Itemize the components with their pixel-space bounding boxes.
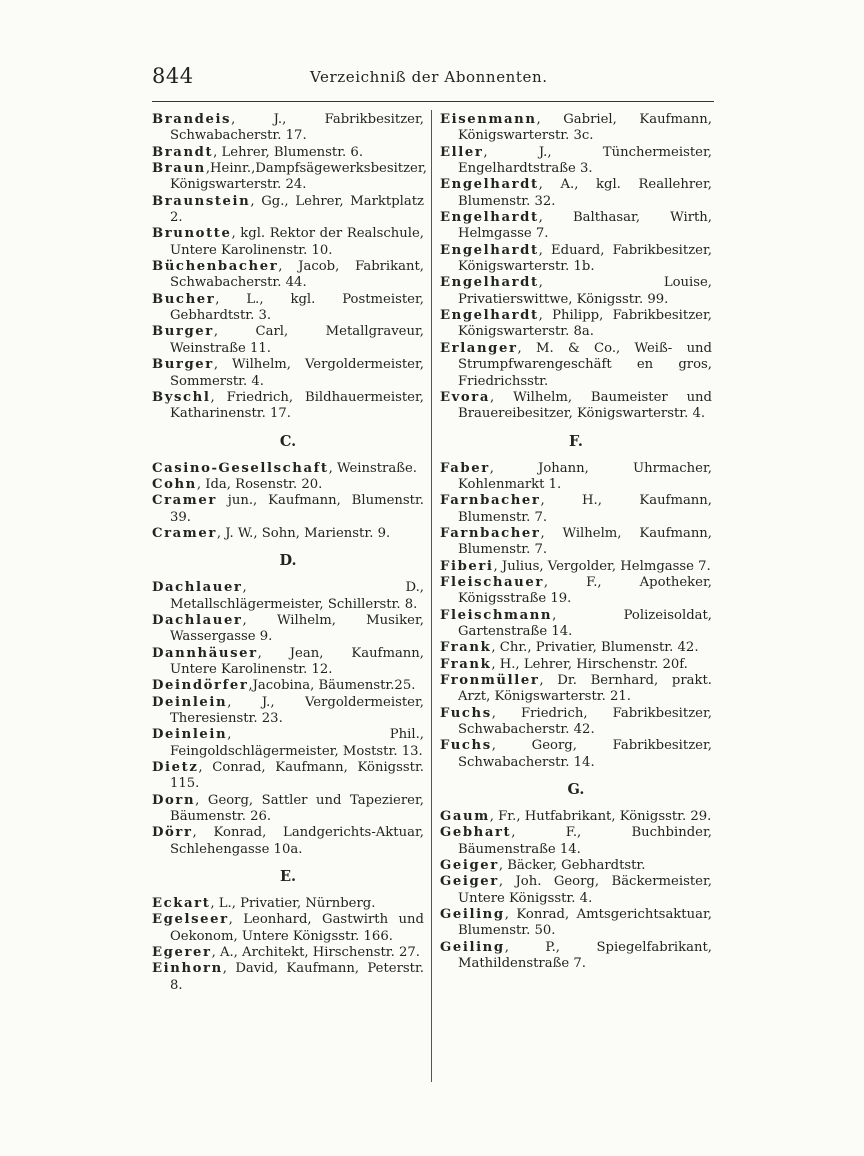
directory-entry	[152, 760, 424, 793]
entry-details: , M. & Co., Weiß- und Strumpfwarengeschäft en gros, Friedrichsstr.	[458, 340, 712, 389]
directory-entry	[440, 706, 712, 739]
entry-details: , Konrad, Landgerichts-Aktuar, Schlehengasse 10a.	[170, 825, 424, 857]
entry-details: , F., Buchbinder, Bäumenstraße 14.	[458, 825, 712, 857]
entry-details: , D., Metallschlägermeister, Schillerstr. 8.	[170, 580, 424, 612]
directory-entry	[440, 390, 712, 423]
section-heading-c: C.	[279, 432, 297, 450]
entry-surname: Dachlauer	[152, 612, 243, 628]
group-b	[152, 112, 427, 423]
section-heading-g: G.	[567, 781, 585, 799]
entry-details: , F., Apotheker, Königsstraße 19.	[458, 574, 712, 607]
entry-surname: Fleischmann	[440, 607, 553, 623]
group-d	[152, 580, 424, 858]
directory-entry	[152, 613, 424, 646]
directory-entry	[152, 194, 424, 227]
entry-details: jun., Kaufmann, Blumenstr. 39.	[170, 493, 424, 525]
entry-surname: Fuchs	[440, 705, 492, 721]
directory-entry	[440, 308, 712, 341]
directory-entry	[440, 275, 712, 308]
right-column	[440, 112, 712, 973]
directory-entry	[152, 646, 424, 679]
directory-entry	[440, 177, 712, 210]
entry-details: , A., Architekt, Hirschenstr. 27.	[211, 945, 420, 961]
directory-entry	[440, 673, 712, 706]
directory-entry	[440, 907, 712, 940]
entry-details: , Balthasar, Wirth, Helmgasse 7.	[458, 210, 712, 242]
entry-surname: Evora	[440, 389, 491, 405]
entry-details: , Bäcker, Gebhardtstr.	[498, 858, 646, 874]
entry-surname: Büchenbacher	[152, 259, 279, 275]
entry-surname: Deinlein	[152, 694, 228, 710]
entry-details: , Ida, Rosenstr. 20.	[196, 476, 323, 492]
directory-entry	[440, 145, 712, 178]
directory-entry	[440, 874, 712, 907]
entry-surname: Fuchs	[440, 738, 492, 754]
group-e	[152, 896, 424, 994]
directory-entry	[440, 738, 712, 771]
directory-entry	[440, 825, 712, 858]
entry-details: , Philipp, Fabrikbesitzer, Königswarterstr. 8a.	[458, 308, 712, 340]
directory-entry	[440, 461, 712, 494]
directory-entry	[152, 493, 424, 526]
entry-details: , Carl, Metallgraveur, Weinstraße 11.	[170, 324, 424, 356]
entry-surname: Dannhäuser	[152, 645, 258, 661]
directory-entry	[152, 226, 424, 259]
entry-details: , Friedrich, Bildhauermeister, Katharinenstr. 17.	[170, 389, 424, 422]
entry-details: , Georg, Sattler und Tapezierer, Bäumenstr. 26.	[170, 792, 424, 825]
entry-details: , Wilhelm, Baumeister und Brauereibesitzer, Königswarterstr. 4.	[458, 389, 712, 422]
entry-details: , H., Lehrer, Hirschenstr. 20f.	[491, 656, 688, 672]
entry-surname: Engelhardt	[440, 275, 539, 291]
directory-entry	[440, 559, 712, 575]
entry-surname: Braun	[152, 161, 206, 177]
entry-surname: Farnbacher	[440, 525, 541, 541]
group-e-continued	[440, 112, 712, 423]
entry-details: , J. W., Sohn, Marienstr. 9.	[216, 525, 391, 541]
entry-surname: Erlanger	[440, 340, 518, 356]
entry-details: , Lehrer, Blumenstr. 6.	[213, 144, 364, 160]
left-column	[152, 112, 427, 994]
entry-surname: Einhorn	[152, 961, 223, 977]
directory-entry	[152, 912, 424, 945]
entry-details: , Wilhelm, Kaufmann, Blumenstr. 7.	[458, 525, 712, 558]
page-number: 844	[152, 64, 194, 88]
entry-surname: Dachlauer	[152, 580, 243, 596]
entry-details: , Phil., Feingoldschlägermeister, Moststr. 13.	[170, 727, 424, 759]
entry-details: , J., Fabrikbesitzer, Schwabacherstr. 17.	[170, 112, 424, 144]
entry-details: , Polizeisoldat, Gartenstraße 14.	[458, 607, 712, 639]
entry-details: , Louise, Privatierswittwe, Königsstr. 99.	[458, 275, 712, 307]
entry-details: , Wilhelm, Vergoldermeister, Sommerstr. 4.	[170, 357, 424, 389]
directory-entry	[440, 243, 712, 276]
entry-surname: Engelhardt	[440, 242, 539, 258]
directory-entry	[152, 461, 424, 477]
directory-entry	[152, 945, 424, 961]
entry-surname: Byschl	[152, 389, 211, 405]
directory-entry	[152, 357, 424, 390]
section-heading-f: F.	[569, 432, 583, 450]
directory-entry	[440, 526, 712, 559]
entry-surname: Brandeis	[152, 112, 232, 127]
entry-surname: Fronmüller	[440, 673, 540, 688]
entry-details: , Wilhelm, Musiker, Wassergasse 9.	[170, 612, 424, 645]
entry-surname: Egelseer	[152, 912, 229, 928]
entry-details: , Georg, Fabrikbesitzer, Schwabacherstr. 14.	[458, 738, 712, 770]
entry-details: , Weinstraße.	[328, 460, 417, 476]
entry-surname: Braunstein	[152, 193, 251, 209]
entry-details: , Julius, Vergolder, Helmgasse 7.	[493, 558, 711, 574]
entry-surname: Fiberi	[440, 558, 494, 574]
entry-details: , Dr. Bernhard, prakt. Arzt, Königswarterstr. 21.	[458, 673, 712, 705]
directory-entry	[440, 657, 712, 673]
group-g	[440, 809, 712, 972]
entry-surname: Casino-Gesellschaft	[152, 460, 329, 476]
column-divider	[431, 110, 432, 1082]
directory-entry	[440, 940, 712, 973]
entry-details: , A., kgl. Reallehrer, Blumenstr. 32.	[458, 177, 712, 209]
entry-details: , J., Tünchermeister, Engelhardtstraße 3.	[458, 144, 712, 177]
entry-details: , Chr., Privatier, Blumenstr. 42.	[491, 640, 699, 656]
directory-entry	[152, 961, 424, 994]
directory-entry	[152, 324, 424, 357]
directory-entry	[152, 112, 424, 145]
directory-entry	[440, 640, 712, 656]
entry-surname: Engelhardt	[440, 308, 539, 324]
entry-details: ,Jacobina, Bäumenstr.25.	[248, 678, 416, 694]
entry-surname: Egerer	[152, 945, 212, 961]
entry-details: , Eduard, Fabrikbesitzer, Königswarterstr. 1b.	[458, 242, 712, 275]
entry-details: , Konrad, Amtsgerichtsaktuar, Blumenstr. 50.	[458, 907, 712, 939]
entry-surname: Gebhart	[440, 825, 512, 841]
entry-surname: Faber	[440, 460, 490, 476]
entry-surname: Frank	[440, 640, 492, 656]
directory-entry	[152, 580, 424, 613]
directory-entry	[440, 858, 712, 874]
group-f	[440, 461, 712, 772]
entry-surname: Fleischauer	[440, 574, 544, 590]
directory-entry	[152, 161, 427, 194]
directory-entry	[152, 477, 424, 493]
group-c	[152, 461, 424, 543]
entry-details: , Conrad, Kaufmann, Königsstr. 115.	[170, 760, 424, 792]
entry-surname: Farnbacher	[440, 493, 541, 509]
entry-surname: Frank	[440, 656, 492, 672]
entry-surname: Geiger	[440, 874, 499, 890]
entry-details: , Leonhard, Gastwirth und Oekonom, Untere Königsstr. 166.	[170, 912, 424, 944]
entry-surname: Geiling	[440, 939, 505, 955]
entry-details: ,Heinr.,Dampfsägewerksbesitzer, Königswarterstr. 24.	[170, 161, 427, 193]
directory-entry	[440, 112, 712, 145]
entry-details: , J., Vergoldermeister, Theresienstr. 23.	[170, 694, 424, 726]
section-heading-d: D.	[279, 552, 297, 570]
entry-details: , L., kgl. Postmeister, Gebhardtstr. 3.	[170, 291, 424, 324]
directory-entry	[152, 526, 424, 542]
entry-surname: Engelhardt	[440, 177, 539, 193]
directory-entry	[152, 390, 424, 423]
directory-entry	[152, 825, 424, 858]
directory-entry	[440, 608, 712, 641]
directory-entry	[152, 678, 424, 694]
entry-surname: Gaum	[440, 809, 490, 825]
running-title: Verzeichniß der Abonnenten.	[310, 68, 548, 86]
entry-surname: Dörr	[152, 825, 193, 841]
entry-surname: Eller	[440, 144, 484, 160]
directory-entry	[152, 793, 424, 826]
entry-surname: Eckart	[152, 896, 211, 912]
entry-surname: Geiling	[440, 907, 505, 923]
entry-surname: Burger	[152, 357, 214, 373]
header-rule	[152, 101, 714, 102]
entry-surname: Dietz	[152, 760, 199, 776]
entry-surname: Brandt	[152, 144, 214, 160]
entry-details: , Fr., Hutfabrikant, Königsstr. 29.	[489, 809, 712, 825]
directory-entry	[440, 575, 712, 608]
entry-details: , Jean, Kaufmann, Untere Karolinenstr. 12.	[170, 645, 424, 677]
entry-surname: Burger	[152, 324, 214, 340]
directory-entry	[440, 493, 712, 526]
entry-surname: Engelhardt	[440, 210, 539, 226]
entry-details: , Gabriel, Kaufmann, Königswarterstr. 3c.	[458, 112, 712, 144]
entry-surname: Geiger	[440, 858, 499, 874]
entry-surname: Bucher	[152, 291, 216, 307]
section-heading-e: E.	[279, 868, 297, 886]
entry-details: , kgl. Rektor der Realschule, Untere Karolinenstr. 10.	[170, 226, 424, 258]
entry-surname: Eisenmann	[440, 112, 537, 127]
directory-entry	[440, 809, 712, 825]
entry-details: , David, Kaufmann, Peterstr. 8.	[170, 961, 424, 993]
entry-surname: Deinlein	[152, 727, 228, 743]
directory-entry	[152, 292, 424, 325]
directory-entry	[152, 896, 424, 912]
directory-entry	[152, 727, 424, 760]
directory-entry	[152, 145, 424, 161]
entry-details: , Friedrich, Fabrikbesitzer, Schwabacherstr. 42.	[458, 705, 712, 738]
entry-surname: Cramer	[152, 525, 217, 541]
entry-surname: Deindörfer	[152, 678, 249, 694]
entry-details: , Jacob, Fabrikant, Schwabacherstr. 44.	[170, 259, 424, 291]
entry-details: , Johann, Uhrmacher, Kohlenmarkt 1.	[458, 460, 712, 492]
entry-details: , Gg., Lehrer, Marktplatz 2.	[170, 193, 424, 226]
entry-details: , L., Privatier, Nürnberg.	[210, 896, 376, 912]
directory-entry	[152, 695, 424, 728]
directory-entry	[440, 210, 712, 243]
entry-details: , H., Kaufmann, Blumenstr. 7.	[458, 493, 712, 525]
directory-entry	[440, 341, 712, 390]
entry-surname: Cohn	[152, 476, 197, 492]
entry-surname: Brunotte	[152, 226, 232, 242]
entry-surname: Cramer	[152, 493, 217, 509]
directory-entry	[152, 259, 424, 292]
entry-surname: Dorn	[152, 792, 196, 808]
entry-details: , Joh. Georg, Bäckermeister, Untere Königsstr. 4.	[458, 874, 712, 906]
entry-details: , P., Spiegelfabrikant, Mathildenstraße 7.	[458, 939, 712, 972]
